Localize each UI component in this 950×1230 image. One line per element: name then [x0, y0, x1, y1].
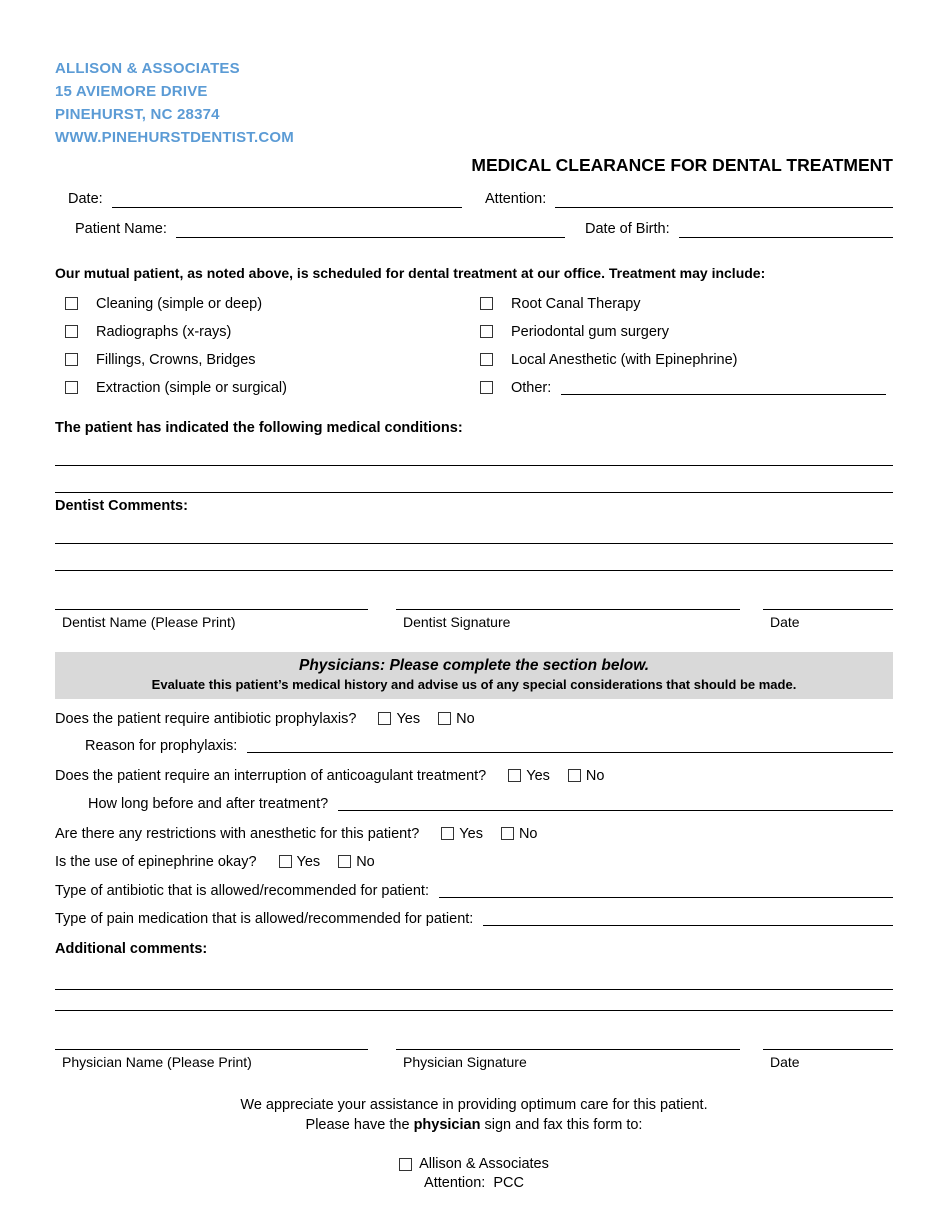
periodontal-checkbox[interactable] — [480, 325, 493, 338]
prophylaxis-question: Does the patient require antibiotic prophylaxis? — [55, 710, 357, 727]
treatment-option-extraction — [55, 379, 480, 396]
anticoagulant-question: Does the patient require an interruption of anticoagulant treatment? — [55, 767, 487, 784]
cleaning-checkbox[interactable] — [65, 297, 78, 310]
no-label: No — [585, 767, 605, 784]
physician-date-column — [763, 1049, 893, 1070]
footer-appreciation-text: We appreciate your assistance in providing optimum care for this patient. — [240, 1097, 708, 1113]
dentist-name-column — [55, 609, 368, 630]
practice-address-line2: PINEHURST, NC 28374 — [55, 106, 220, 123]
treatment-option-root-canal — [480, 295, 893, 312]
dentist-date-column — [763, 609, 893, 630]
dob-field — [585, 221, 893, 238]
physician-section-banner — [55, 652, 893, 699]
pain-medication-label: Type of pain medication that is allowed/recommended for patient: — [55, 910, 474, 927]
dob-input-line[interactable] — [679, 224, 893, 238]
dentist-date-label: Date — [770, 614, 800, 630]
treatment-option-label: Root Canal Therapy — [511, 295, 641, 312]
anesthetic-question: Are there any restrictions with anesthetic for this patient? — [55, 825, 420, 842]
treatment-option-fillings — [55, 351, 480, 368]
prophylaxis-reason-input-line[interactable] — [247, 752, 893, 753]
date-input-line[interactable] — [112, 194, 462, 208]
attention-field — [485, 191, 893, 208]
epinephrine-yes-no — [279, 854, 375, 870]
radiographs-checkbox[interactable] — [65, 325, 78, 338]
how-long-input-line[interactable] — [338, 810, 893, 811]
practice-address-line1: 15 AVIEMORE DRIVE — [55, 83, 208, 100]
attention-input-line[interactable] — [555, 194, 893, 208]
root-canal-checkbox[interactable] — [480, 297, 493, 310]
prophylaxis-reason-row — [55, 736, 893, 755]
dentist-signature-label: Dentist Signature — [403, 614, 511, 630]
treatment-option-cleaning — [55, 295, 480, 312]
dentist-signature-line[interactable] — [396, 609, 740, 610]
antibiotic-type-row — [55, 881, 893, 900]
anesthetic-no-checkbox[interactable] — [501, 827, 514, 840]
yes-label: Yes — [459, 825, 483, 842]
fax-destination-row — [55, 1156, 893, 1172]
dentist-comments-line-2[interactable] — [55, 570, 893, 571]
physician-date-line[interactable] — [763, 1049, 893, 1050]
anticoagulant-yes-checkbox[interactable] — [508, 769, 521, 782]
anesthetic-yes-checkbox[interactable] — [441, 827, 454, 840]
anticoagulant-yes-no — [508, 768, 604, 784]
epinephrine-no-checkbox[interactable] — [338, 855, 351, 868]
prophylaxis-question-row — [55, 709, 893, 728]
dentist-name-label: Dentist Name (Please Print) — [62, 614, 236, 630]
letterhead — [55, 0, 893, 149]
treatment-option-label: Local Anesthetic (with Epinephrine) — [511, 351, 738, 368]
prophylaxis-yes-no — [378, 711, 474, 727]
additional-comments-line-2[interactable] — [55, 1010, 893, 1011]
treatment-option-radiographs — [55, 323, 480, 340]
anticoagulant-no-checkbox[interactable] — [568, 769, 581, 782]
other-input-line[interactable] — [561, 381, 886, 395]
anesthetic-yes-no — [441, 826, 537, 842]
treatment-option-local-anesthetic — [480, 351, 893, 368]
treatment-option-label: Fillings, Crowns, Bridges — [96, 351, 256, 368]
treatment-options-grid — [55, 284, 893, 396]
fax-instruction-prefix: Please have the — [305, 1117, 414, 1133]
how-long-label: How long before and after treatment? — [88, 795, 329, 812]
physician-signature-line[interactable] — [396, 1049, 740, 1050]
dentist-comments-heading: Dentist Comments: — [55, 498, 188, 514]
fillings-checkbox[interactable] — [65, 353, 78, 366]
epinephrine-yes-checkbox[interactable] — [279, 855, 292, 868]
banner-title: Physicians: Please complete the section below. — [298, 657, 650, 674]
anesthetic-question-row — [55, 824, 893, 843]
additional-comments-line-1[interactable] — [55, 989, 893, 990]
attention-pcc-text: Attention: PCC — [424, 1175, 524, 1191]
treatment-intro: Our mutual patient, as noted above, is scheduled for dental treatment at our office. Treatment may include: — [55, 265, 766, 281]
extraction-checkbox[interactable] — [65, 381, 78, 394]
dentist-comments-line-1[interactable] — [55, 543, 893, 544]
patient-name-input-line[interactable] — [176, 224, 565, 238]
physician-signature-column — [396, 1049, 740, 1070]
anticoagulant-question-row — [55, 766, 893, 785]
footer-fax-instruction — [55, 1117, 893, 1133]
practice-website: WWW.PINEHURSTDENTIST.COM — [55, 129, 294, 146]
antibiotic-type-label: Type of antibiotic that is allowed/recommended for patient: — [55, 882, 429, 899]
page-title: MEDICAL CLEARANCE FOR DENTAL TREATMENT — [471, 155, 893, 175]
treatment-option-label: Extraction (simple or surgical) — [96, 379, 287, 396]
dentist-name-line[interactable] — [55, 609, 368, 610]
practice-name: ALLISON & ASSOCIATES — [55, 60, 240, 77]
physician-name-line[interactable] — [55, 1049, 368, 1050]
patient-name-field — [55, 221, 565, 238]
fax-destination-checkbox[interactable] — [399, 1158, 412, 1171]
additional-comments-heading: Additional comments: — [55, 940, 208, 957]
treatment-option-periodontal — [480, 323, 893, 340]
yes-label: Yes — [526, 767, 550, 784]
header-row-1 — [55, 191, 893, 208]
no-label: No — [456, 710, 475, 727]
treatment-option-other — [480, 379, 893, 396]
fax-instruction-bold: physician — [413, 1117, 481, 1133]
dentist-date-line[interactable] — [763, 609, 893, 610]
local-anesthetic-checkbox[interactable] — [480, 353, 493, 366]
date-field — [55, 191, 462, 208]
physician-name-column — [55, 1049, 368, 1070]
medical-conditions-line-2[interactable] — [55, 492, 893, 493]
header-row-2 — [55, 221, 893, 238]
epinephrine-question: Is the use of epinephrine okay? — [55, 853, 257, 870]
fax-destination-label: Allison & Associates — [419, 1156, 549, 1172]
physician-signature-row — [55, 1049, 893, 1070]
prophylaxis-no-checkbox[interactable] — [438, 712, 451, 725]
prophylaxis-yes-checkbox[interactable] — [378, 712, 391, 725]
pain-medication-row — [55, 909, 893, 928]
banner-subtitle: Evaluate this patient’s medical history and advise us of any special considerations that should be made. — [151, 677, 797, 692]
fax-instruction-suffix: sign and fax this form to: — [480, 1117, 643, 1133]
how-long-row — [55, 794, 893, 813]
medical-conditions-line-1[interactable] — [55, 465, 893, 466]
dentist-signature-row — [55, 609, 893, 630]
physician-date-label: Date — [770, 1054, 800, 1070]
no-label: No — [356, 853, 375, 870]
treatment-option-label: Cleaning (simple or deep) — [96, 295, 263, 312]
prophylaxis-reason-label: Reason for prophylaxis: — [85, 737, 238, 754]
no-label: No — [518, 825, 538, 842]
medical-conditions-heading: The patient has indicated the following medical conditions: — [55, 420, 463, 436]
pain-medication-input-line[interactable] — [483, 925, 893, 926]
antibiotic-type-input-line[interactable] — [439, 897, 893, 898]
other-label: Other: — [511, 379, 552, 396]
dentist-signature-column — [396, 609, 740, 630]
dob-label: Date of Birth: — [585, 221, 670, 237]
other-checkbox[interactable] — [480, 381, 493, 394]
attention-label: Attention: — [485, 191, 547, 207]
patient-name-label: Patient Name: — [75, 221, 167, 237]
yes-label: Yes — [296, 853, 321, 870]
date-label: Date: — [68, 191, 103, 207]
treatment-option-label: Radiographs (x-rays) — [96, 323, 232, 340]
physician-signature-label: Physician Signature — [403, 1054, 527, 1070]
treatment-option-label: Periodontal gum surgery — [511, 323, 669, 340]
epinephrine-question-row — [55, 852, 893, 871]
yes-label: Yes — [396, 710, 421, 727]
physician-name-label: Physician Name (Please Print) — [62, 1054, 252, 1070]
